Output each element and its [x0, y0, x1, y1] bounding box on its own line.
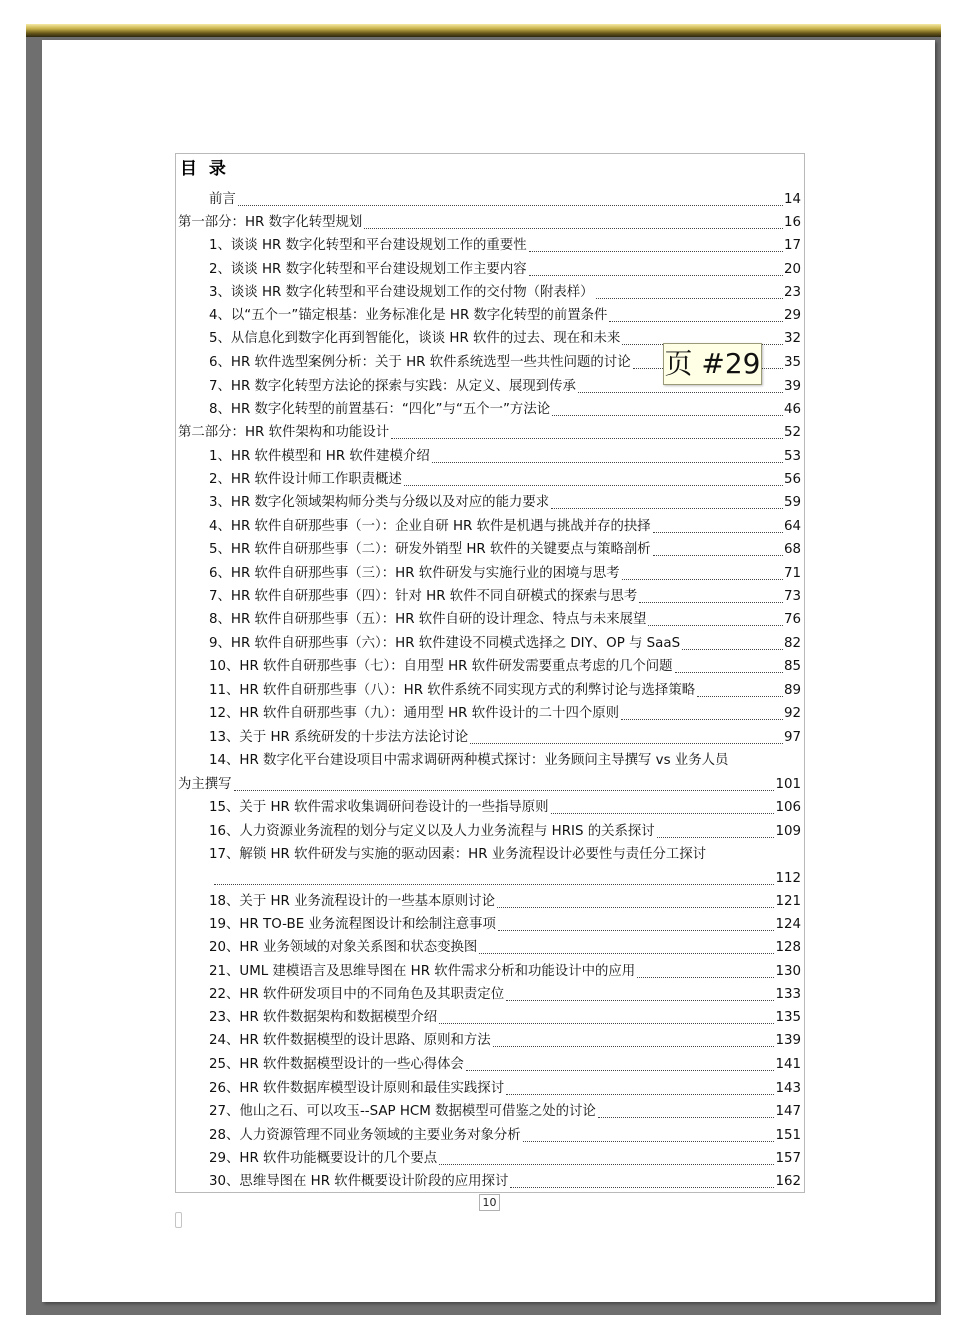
toc-entry-title: 8、HR 软件自研那些事（五）：HR 软件自研的设计理念、特点与未来展望 [209, 612, 647, 627]
toc-entry-page: 17 [783, 238, 801, 253]
toc-leader-dots [523, 1140, 775, 1142]
toc-entry-title: 1、谈谈 HR 数字化转型和平台建设规划工作的重要性 [209, 238, 527, 253]
toc-entry[interactable] [209, 915, 801, 935]
page-number-tooltip: 页 #29 [663, 343, 762, 385]
toc-entry-page: 85 [783, 659, 801, 674]
toc-entry-title: 29、HR 软件功能概要设计的几个要点 [209, 1151, 438, 1166]
toc-entry[interactable] [209, 283, 801, 303]
toc-entry-page: 124 [775, 917, 801, 932]
toc-entry[interactable] [209, 540, 801, 560]
toc-leader-dots [391, 437, 783, 439]
toc-entry-page: 53 [783, 449, 801, 464]
toc-entry-page: 71 [783, 566, 801, 581]
toc-entry[interactable] [209, 751, 801, 771]
toc-entry-title: 8、HR 数字化转型的前置基石：“四化”与“五个一”方法论 [209, 402, 551, 417]
toc-leader-dots [404, 484, 783, 486]
toc-entry-page: 73 [783, 589, 801, 604]
toc-leader-dots [551, 507, 783, 509]
toc-entry-title: 3、谈谈 HR 数字化转型和平台建设规划工作的交付物（附表样） [209, 285, 594, 300]
toc-entry-title: 17、解锁 HR 软件研发与实施的驱动因素：HR 业务流程设计必要性与责任分工探讨 [209, 847, 707, 862]
toc-entry[interactable] [209, 985, 801, 1005]
toc-entry-title: 16、人力资源业务流程的划分与定义以及人力业务流程与 HRIS 的关系探讨 [209, 824, 655, 839]
toc-entry-page: 89 [783, 683, 801, 698]
toc-entry[interactable] [209, 962, 801, 982]
toc-entry[interactable] [209, 1126, 801, 1146]
toc-entry-page: 29 [783, 308, 801, 323]
toc-entry-page: 128 [775, 940, 801, 955]
toc-entry-page: 147 [775, 1104, 801, 1119]
toc-leader-dots [214, 883, 774, 885]
toc-entry-title: 22、HR 软件研发项目中的不同角色及其职责定位 [209, 987, 505, 1002]
toc-entry-title: 2、谈谈 HR 数字化转型和平台建设规划工作主要内容 [209, 262, 527, 277]
toc-entry[interactable] [209, 517, 801, 537]
toc-entry-title: 7、HR 软件自研那些事（四）：针对 HR 软件不同自研模式的探索与思考 [209, 589, 638, 604]
toc-entry-title: 30、思维导图在 HR 软件概要设计阶段的应用探讨 [209, 1174, 509, 1189]
toc-entry[interactable] [209, 610, 801, 630]
toc-entry[interactable] [209, 704, 801, 724]
toc-leader-dots [439, 1163, 774, 1165]
toc-entry[interactable] [209, 564, 801, 584]
toc-entry-title: 10、HR 软件自研那些事（七）：自用型 HR 软件研发需要重点考虑的几个问题 [209, 659, 673, 674]
toc-entry-title: 6、HR 软件选型案例分析：关于 HR 软件系统选型一些共性问题的讨论 [209, 355, 631, 370]
toc-entry-page: 32 [783, 331, 801, 346]
toc-leader-dots [497, 906, 774, 908]
toc-entry[interactable] [178, 213, 801, 233]
toc-entry[interactable] [209, 1102, 801, 1122]
toc-entry[interactable] [209, 892, 801, 912]
toc-entry-title: 1、HR 软件模型和 HR 软件建模介绍 [209, 449, 430, 464]
toc-leader-dots [598, 1116, 775, 1118]
toc-leader-dots [529, 250, 783, 252]
toc-entry-page: 20 [783, 262, 801, 277]
toc-entry-page: 23 [783, 285, 801, 300]
toc-leader-dots [551, 812, 775, 814]
toc-entry[interactable] [209, 1149, 801, 1169]
toc-entry-title: 4、HR 软件自研那些事（一）：企业自研 HR 软件是机遇与挑战并存的抉择 [209, 519, 651, 534]
toc-entry-title: 11、HR 软件自研那些事（八）：HR 软件系统不同实现方式的利弊讨论与选择策略 [209, 683, 696, 698]
viewer-top-bar [26, 24, 941, 37]
toc-leader-dots [609, 320, 783, 322]
toc-entry[interactable] [209, 236, 801, 256]
toc-entry[interactable] [209, 938, 801, 958]
toc-entry[interactable] [209, 1008, 801, 1028]
toc-entry-page: 143 [775, 1081, 801, 1096]
toc-leader-dots [466, 1069, 775, 1071]
toc-leader-dots [621, 718, 783, 720]
toc-leader-dots [637, 976, 774, 978]
toc-entry-title: 24、HR 软件数据模型的设计思路、原则和方法 [209, 1033, 491, 1048]
toc-entry-page: 101 [775, 777, 801, 792]
footer-page-number: 10 [479, 1194, 500, 1211]
toc-leader-dots [675, 671, 783, 673]
text-cursor-marker [175, 1212, 182, 1228]
toc-entry-title: 7、HR 数字化转型方法论的探索与实践：从定义、展现到传承 [209, 379, 576, 394]
toc-entry-page: 109 [775, 824, 801, 839]
toc-leader-dots [622, 578, 783, 580]
toc-entry-title: 2、HR 软件设计师工作职责概述 [209, 472, 402, 487]
toc-entry-title: 4、以“五个一”锚定根基：业务标准化是 HR 数字化转型的前置条件 [209, 308, 608, 323]
toc-entry[interactable] [209, 400, 801, 420]
toc-entry[interactable] [209, 470, 801, 490]
toc-entry[interactable] [209, 634, 801, 654]
toc-entry-title: 28、人力资源管理不同业务领域的主要业务对象分析 [209, 1128, 521, 1143]
toc-entry-title: 27、他山之石、可以攻玉--SAP HCM 数据模型可借鉴之处的讨论 [209, 1104, 596, 1119]
toc-leader-dots [493, 1045, 775, 1047]
toc-entry-title: 20、HR 业务领域的对象关系图和状态变换图 [209, 940, 478, 955]
toc-leader-dots [479, 952, 774, 954]
toc-leader-dots [648, 624, 783, 626]
toc-leader-dots [470, 742, 783, 744]
toc-entry-title: 6、HR 软件自研那些事（三）：HR 软件研发与实施行业的困境与思考 [209, 566, 620, 581]
toc-entry-page: 14 [783, 192, 801, 207]
toc-entry-page: 162 [775, 1174, 801, 1189]
toc-entry-page: 82 [783, 636, 801, 651]
toc-entry-title: 第二部分：HR 软件架构和功能设计 [178, 425, 390, 440]
toc-entry-page: 141 [775, 1057, 801, 1072]
toc-leader-dots [510, 1186, 774, 1188]
toc-entry-title: 5、HR 软件自研那些事（二）：研发外销型 HR 软件的关键要点与策略剖析 [209, 542, 651, 557]
toc-entry-page: 121 [775, 894, 801, 909]
toc-entry-page: 52 [783, 425, 801, 440]
toc-leader-dots [639, 601, 783, 603]
toc-leader-dots [506, 1093, 774, 1095]
toc-leader-dots [432, 461, 783, 463]
toc-title: 目 录 [180, 159, 229, 179]
toc-entry[interactable] [209, 657, 801, 677]
toc-entry-page: 46 [783, 402, 801, 417]
toc-leader-dots [439, 1022, 774, 1024]
toc-entry-page: 130 [775, 964, 801, 979]
toc-entry[interactable] [209, 493, 801, 513]
toc-entry[interactable] [209, 681, 801, 701]
toc-entry-page: 39 [783, 379, 801, 394]
toc-entry[interactable] [209, 260, 801, 280]
toc-entry[interactable] [209, 845, 801, 865]
toc-entry[interactable] [209, 1055, 801, 1075]
toc-entry-title: 26、HR 软件数据库模型设计原则和最佳实践探讨 [209, 1081, 505, 1096]
toc-leader-dots [364, 227, 783, 229]
toc-entry-title: 3、HR 数字化领域架构师分类与分级以及对应的能力要求 [209, 495, 550, 510]
toc-leader-dots [234, 789, 775, 791]
toc-entry-title: 23、HR 软件数据架构和数据模型介绍 [209, 1010, 438, 1025]
toc-entry-title: 21、UML 建模语言及思维导图在 HR 软件需求分析和功能设计中的应用 [209, 964, 636, 979]
toc-entry-title: 19、HR TO-BE 业务流程图设计和绘制注意事项 [209, 917, 496, 932]
toc-entry-title: 第一部分：HR 数字化转型规划 [178, 215, 363, 230]
toc-entry[interactable] [178, 423, 801, 443]
toc-entry-page: 135 [775, 1010, 801, 1025]
toc-entry-page: 139 [775, 1033, 801, 1048]
toc-entry-page: 133 [775, 987, 801, 1002]
toc-entry-page: 151 [775, 1128, 801, 1143]
toc-entry-page: 56 [783, 472, 801, 487]
toc-leader-dots [529, 274, 783, 276]
toc-entry-page: 59 [783, 495, 801, 510]
toc-leader-dots [578, 391, 783, 393]
toc-leader-dots [697, 695, 783, 697]
toc-leader-dots [682, 648, 783, 650]
toc-entry-page: 68 [783, 542, 801, 557]
toc-entry[interactable] [209, 306, 801, 326]
toc-leader-dots [657, 836, 775, 838]
toc-entry-page: 92 [783, 706, 801, 721]
toc-entry-title: 15、关于 HR 软件需求收集调研问卷设计的一些指导原则 [209, 800, 549, 815]
toc-entry[interactable] [212, 869, 801, 889]
toc-entry-page: 76 [783, 612, 801, 627]
toc-entry[interactable] [209, 190, 801, 210]
toc-entry-title: 为主撰写 [178, 777, 232, 792]
toc-leader-dots [653, 554, 783, 556]
toc-entry-page: 106 [775, 800, 801, 815]
toc-entry[interactable] [209, 822, 801, 842]
toc-entry[interactable] [209, 798, 801, 818]
toc-leader-dots [596, 297, 783, 299]
toc-entry-title: 25、HR 软件数据模型设计的一些心得体会 [209, 1057, 464, 1072]
toc-leader-dots [552, 414, 783, 416]
toc-entry[interactable] [209, 1031, 801, 1051]
toc-entry[interactable] [209, 447, 801, 467]
toc-entry-title: 前言 [209, 192, 236, 207]
toc-entry-title: 9、HR 软件自研那些事（六）：HR 软件建设不同模式选择之 DIY、OP 与 SaaS [209, 636, 681, 651]
toc-entry[interactable] [209, 1172, 801, 1192]
toc-entry[interactable] [209, 587, 801, 607]
toc-entry-title: 5、从信息化到数字化再到智能化，谈谈 HR 软件的过去、现在和未来 [209, 331, 621, 346]
toc-entry[interactable] [178, 775, 801, 795]
toc-entry-page: 64 [783, 519, 801, 534]
toc-leader-dots [506, 999, 774, 1001]
toc-leader-dots [498, 929, 775, 931]
toc-entry-page: 157 [775, 1151, 801, 1166]
toc-entry-page: 35 [783, 355, 801, 370]
toc-entry-page: 97 [783, 730, 801, 745]
toc-entry[interactable] [209, 1079, 801, 1099]
toc-entry-page: 16 [783, 215, 801, 230]
toc-entry-title: 12、HR 软件自研那些事（九）：通用型 HR 软件设计的二十四个原则 [209, 706, 620, 721]
toc-entry[interactable] [209, 728, 801, 748]
toc-entry-title: 14、HR 数字化平台建设项目中需求调研两种模式探讨：业务顾问主导撰写 vs 业务人员 [209, 753, 729, 768]
toc-leader-dots [653, 531, 783, 533]
toc-entry-title: 13、关于 HR 系统研发的十步法方法论讨论 [209, 730, 469, 745]
toc-entry-title: 18、关于 HR 业务流程设计的一些基本原则讨论 [209, 894, 495, 909]
toc-leader-dots [238, 204, 783, 206]
toc-entry-page: 112 [775, 871, 801, 886]
